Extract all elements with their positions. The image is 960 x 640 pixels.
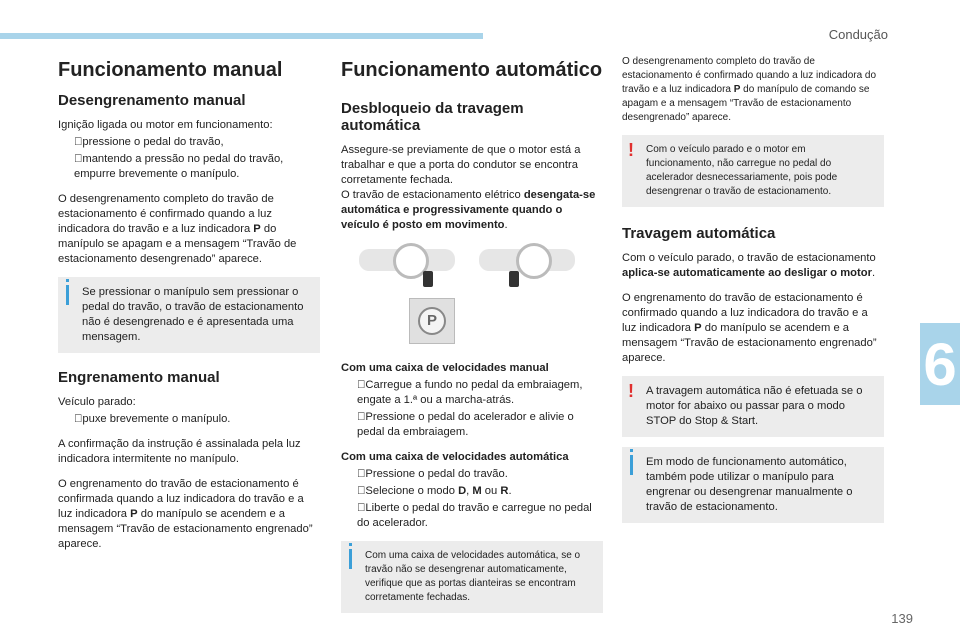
- info-box: [58, 277, 320, 353]
- bullet-item: Pressione o pedal do travão.: [365, 468, 508, 480]
- paragraph: O engrenamento do travão de estacionamento é confirmada quando a luz indicadora do travão e a luz indicadora P do manípulo se acendem e a mensagem “Travão de estacionamento engrenado” aparece.: [58, 478, 313, 550]
- info-icon: [349, 549, 352, 569]
- warning-icon: !: [628, 140, 634, 160]
- warning-text: Com o veículo parado e o motor em funcionamento, não carregue no pedal do acelerador desnecessariamente, pois pode desengrenar o travão de estacionamento.: [646, 144, 838, 197]
- bullet-item: Selecione o modo D, M ou R.: [365, 485, 512, 497]
- parking-p-icon: P: [418, 307, 446, 335]
- paragraph: A confirmação da instrução é assinalada pela luz indicadora intermitente no manípulo.: [58, 438, 301, 465]
- info-icon: [66, 285, 69, 305]
- bullet-item: Liberte o pedal do travão e carregue no pedal do acelerador.: [357, 502, 592, 529]
- illustration-parking-brake: [341, 243, 603, 343]
- bullet-item: Pressione o pedal do acelerador e alivie o pedal da embraiagem.: [357, 411, 574, 438]
- column-2: [341, 55, 603, 623]
- paragraph: Veículo parado:: [58, 396, 136, 408]
- info-icon: [630, 455, 633, 475]
- paragraph: O desengrenamento completo do travão de estacionamento é confirmado quando a luz indicadora do travão e a luz indicadora P do manípulo se apagam e a mensagem “Travão de estacionamento desengrenado” aparece.: [58, 193, 297, 265]
- info-text: Em modo de funcionamento automático, também pode utilizar o manípulo para engrenar ou desengrenar manualmente o travão de estacionamento.: [646, 456, 853, 513]
- parking-brake-button: [409, 298, 455, 344]
- subheading-manual-release: Desengrenamento manual: [58, 92, 246, 109]
- paragraph: Assegure-se previamente de que o motor está a trabalhar e que a porta do condutor se encontra corretamente fechada. O travão de estacionamento elétrico desengata-se automática e progressivamente quando o veículo é posto em movimento.: [341, 144, 596, 231]
- bullet-item: puxe brevemente o manípulo.: [82, 413, 231, 425]
- section-title: Condução: [828, 27, 888, 42]
- bullet-item: mantendo a pressão no pedal do travão, empurre brevemente o manípulo.: [74, 153, 284, 180]
- info-box: [341, 541, 603, 613]
- manual-gearbox-heading: Com uma caixa de velocidades manual: [341, 362, 549, 374]
- subheading-auto-release: Desbloqueio da travagem automática: [341, 100, 524, 134]
- foot-icon: [423, 271, 433, 287]
- page-number: 139: [891, 611, 913, 626]
- bullet-item: pressione o pedal do travão,: [82, 136, 224, 148]
- steering-wheel-icon: [516, 243, 552, 279]
- heading-manual-operation: Funcionamento manual: [58, 59, 283, 81]
- paragraph: O desengrenamento completo do travão de estacionamento é confirmado quando a luz indicadora do travão e a luz indicadora P do manípulo de comando se apagam e a mensagem “Travão de estacionamento desengrenado” aparece.: [622, 56, 877, 123]
- paragraph: O engrenamento do travão de estacionamento é confirmado quando a luz indicadora do travão e a luz indicadora P do manípulo se acendem e a mensagem “Travão de estacionamento engrenado” aparece.: [622, 292, 877, 364]
- info-box: [622, 447, 884, 523]
- info-text: Se pressionar o manípulo sem pressionar o pedal do travão, o travão de estacionamento não é desengrenado e é apresentada uma mensagem.: [82, 286, 304, 343]
- subheading-automatic-braking: Travagem automática: [622, 225, 776, 242]
- header-bar: [0, 33, 483, 39]
- heading-automatic-operation: Funcionamento automático: [341, 59, 603, 81]
- auto-gearbox-heading: Com uma caixa de velocidades automática: [341, 451, 569, 463]
- subheading-manual-engage: Engrenamento manual: [58, 369, 220, 386]
- paragraph: Ignição ligada ou motor em funcionamento:: [58, 119, 273, 131]
- warning-box: [622, 376, 884, 437]
- warning-icon: !: [628, 381, 634, 401]
- foot-icon: [509, 271, 519, 287]
- column-3: [622, 55, 884, 533]
- info-text: Com uma caixa de velocidades automática, se o travão não se desengrenar automaticamente, verifique que as portas dianteiras se encontram corretamente fechadas.: [365, 550, 581, 603]
- paragraph: Com o veículo parado, o travão de estacionamento aplica-se automaticamente ao desligar o motor.: [622, 252, 876, 279]
- warning-text: A travagem automática não é efetuada se o motor for abaixo ou passar para o modo STOP do Stop & Start.: [646, 385, 863, 427]
- bullet-item: Carregue a fundo no pedal da embraiagem, engate a 1.ª ou a marcha-atrás.: [357, 379, 583, 406]
- warning-box: [622, 135, 884, 207]
- column-1: [58, 55, 320, 562]
- chapter-number: 6: [923, 331, 957, 398]
